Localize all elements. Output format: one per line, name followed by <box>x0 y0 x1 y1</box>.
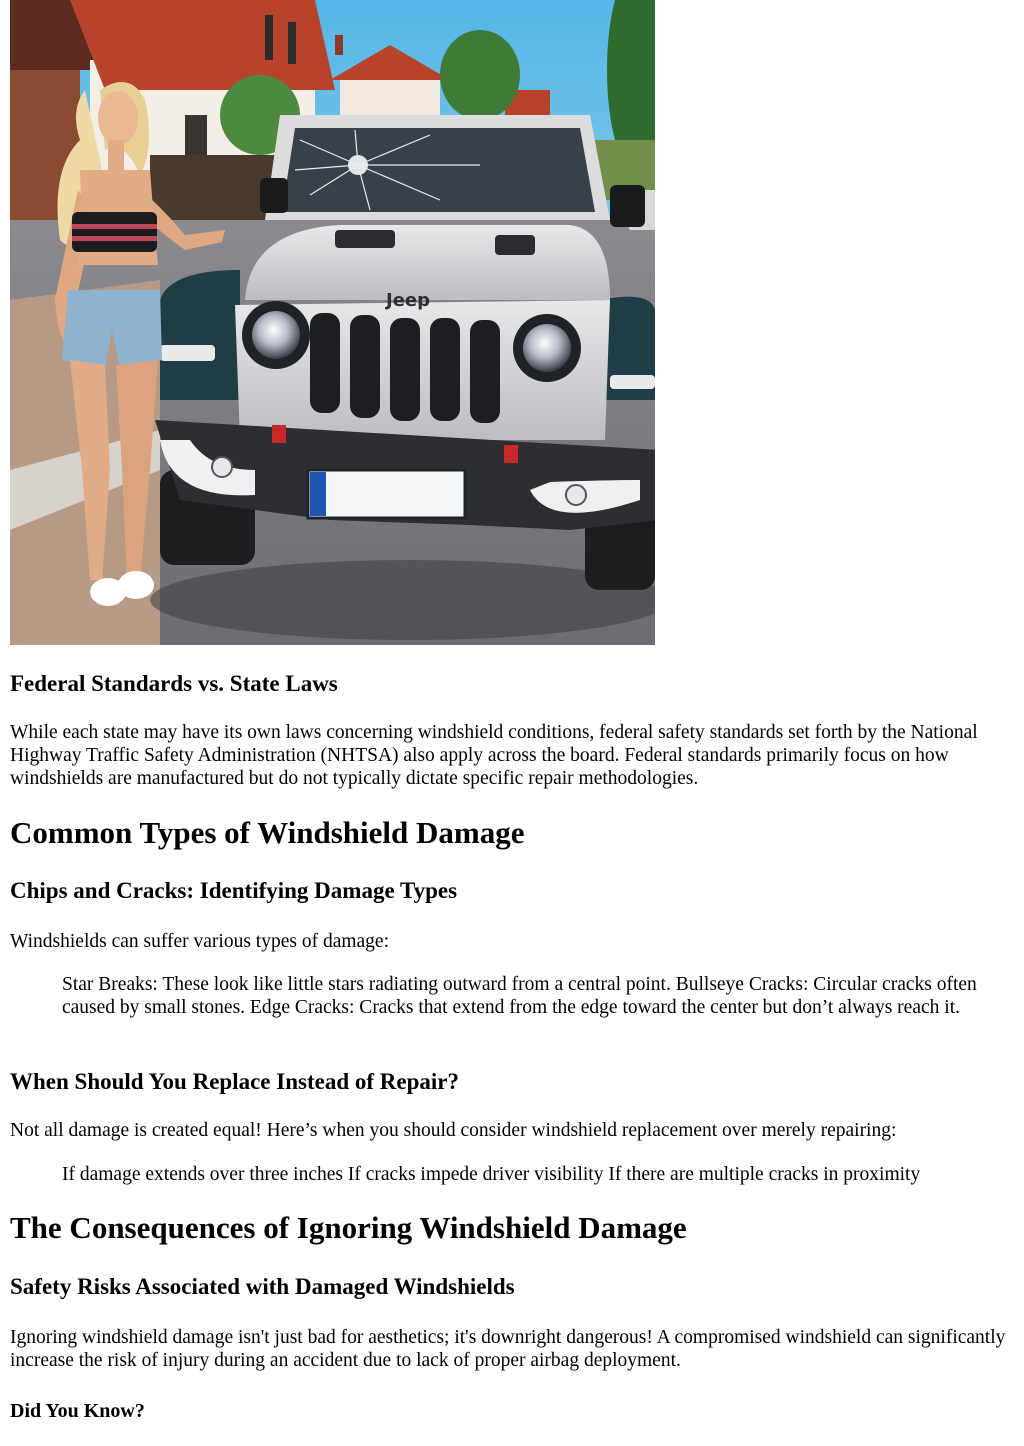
hero-image <box>10 0 655 645</box>
section-title: The Consequences of Ignoring Windshield Damage <box>10 1210 687 1245</box>
damage-types-quote: Star Breaks: These look like little stars radiating outward from a central point. Bullseye Cracks: Circular cracks often caused by small stones. Edge Cracks: Cracks that extend from the edge toward the center but don’t always reach it. <box>62 974 977 1018</box>
section-paragraph: While each state may have its own laws concerning windshield conditions, federal safety standards set forth by the National Highway Traffic Safety Administration (NHTSA) also apply across the board. Federal standards primarily focus on how windshields are manufactured but do not typically dictate specific repair methodologies. <box>10 722 978 789</box>
section-paragraph: Not all damage is created equal! Here’s when you should consider windshield replacement over merely repairing: <box>10 1120 897 1141</box>
section-subheading: Did You Know? <box>10 1400 145 1422</box>
section-paragraph: Windshields can suffer various types of damage: <box>10 931 390 952</box>
section-heading: Federal Standards vs. State Laws <box>10 671 338 696</box>
section-heading: Safety Risks Associated with Damaged Windshields <box>10 1274 515 1299</box>
section-heading: Chips and Cracks: Identifying Damage Types <box>10 878 458 903</box>
section-title: Common Types of Windshield Damage <box>10 815 525 850</box>
jeep-badge: Jeep <box>386 290 430 311</box>
section-heading: When Should You Replace Instead of Repair? <box>10 1069 459 1094</box>
replacement-criteria-quote: If damage extends over three inches If cracks impede driver visibility If there are multiple cracks in proximity <box>62 1164 921 1185</box>
section-paragraph: Ignoring windshield damage isn't just bad for aesthetics; it's downright dangerous! A compromised windshield can significantly increase the risk of injury during an accident due to lack of proper airbag deployment. <box>10 1327 1006 1371</box>
